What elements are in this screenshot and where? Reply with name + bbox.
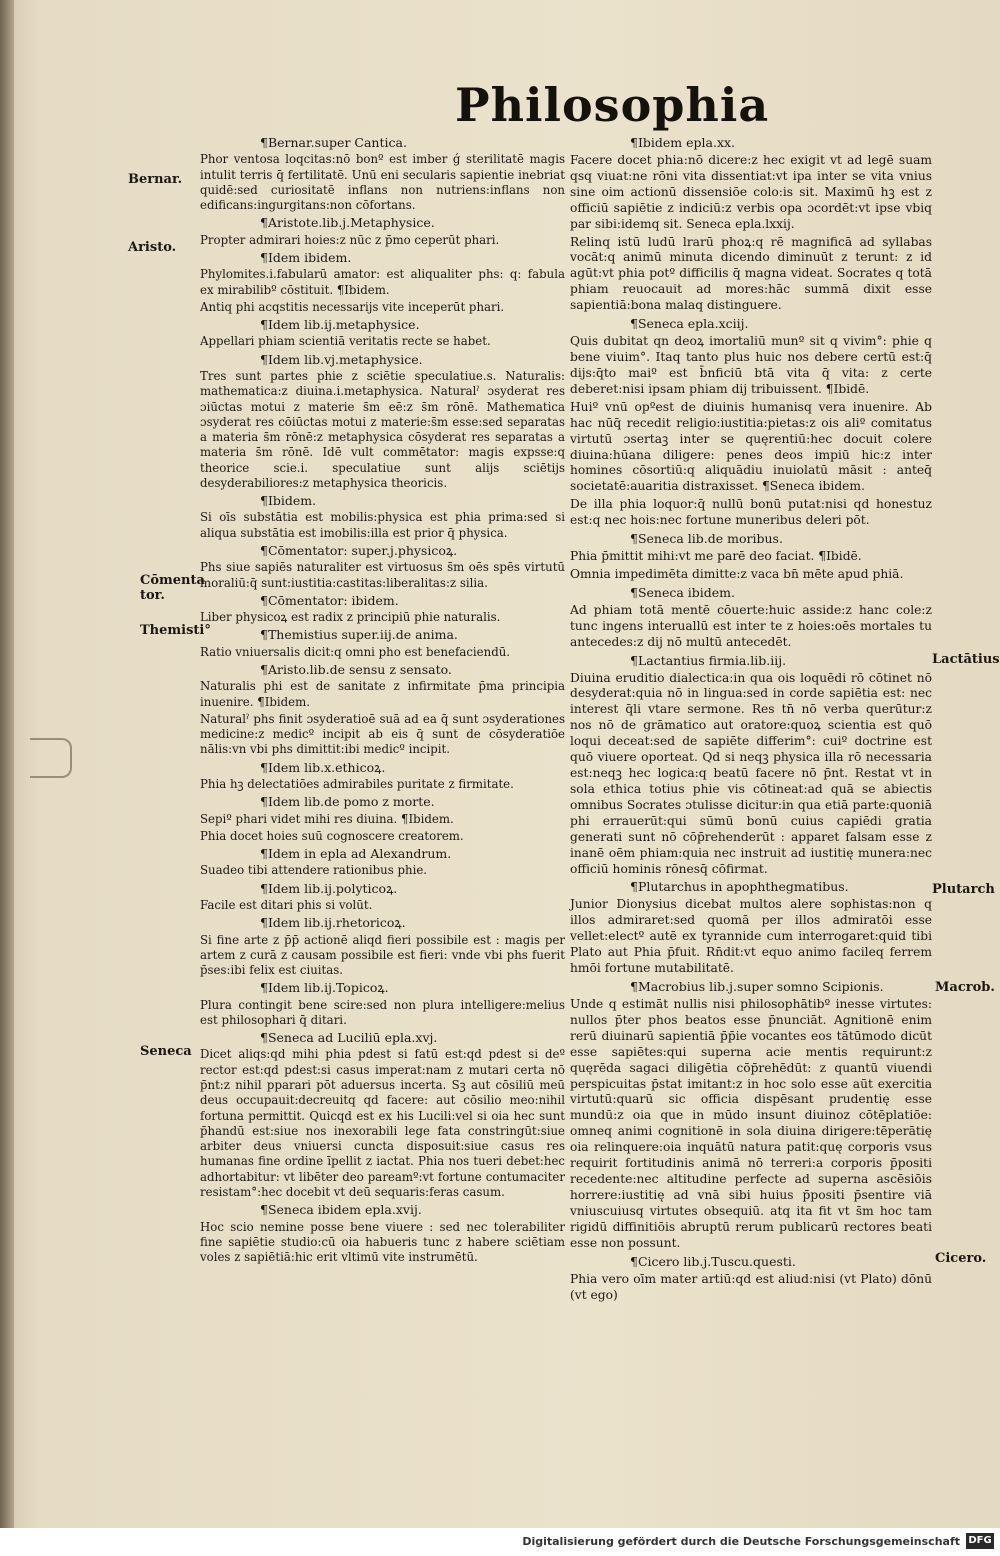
- quotation-paragraph: Relinq istū ludū lrarū phoꝝ:q rē magnificā ad syllabas vocāt:q animū minuta dicendo diminuūt z terunt: z id agūt:vt phia potº difficilis q̄ magna videat. Socrates q totā phiam reuocauit ad mores:hāc summā dixit esse sapientiā:bona malaq distinguere.: [570, 234, 932, 313]
- margin-note-plutarch: Plutarch: [932, 882, 995, 897]
- quotation-paragraph: De illa phia loquor:q̄ nullū bonū putat:nisi qd honestuz est:q nec hois:nec fortune muneribus deleri pōt.: [570, 497, 932, 528]
- margin-note-seneca: Seneca: [140, 1044, 192, 1059]
- source-heading: ¶Idem lib.ij.rhetoricoꝝ.: [260, 915, 406, 931]
- quotation-paragraph: Phylomites.i.fabularū amator: est aliqualiter phs: q: fabula ex mirabilibº cōstituit. ¶Ibidem.: [200, 267, 565, 297]
- quotation-paragraph: Plura contingit bene scire:sed non plura intelligere:melius est philosophari q̄ ditari.: [200, 997, 565, 1027]
- footer-bar: [0, 1528, 1000, 1556]
- quotation-paragraph: Facile est ditari phis si volūt.: [200, 897, 373, 912]
- quotation-paragraph: Si oīs substātia est mobilis:physica est phia prima:sed si aliqua substātia est imobilis:illa est prior q̄ physica.: [200, 510, 565, 540]
- binding-shadow: [0, 0, 14, 1528]
- source-heading: ¶Aristote.lib.j.Metaphysice.: [260, 215, 435, 231]
- source-heading: ¶Cicero lib.j.Tuscu.questi.: [630, 1253, 796, 1269]
- quotation-paragraph: Phor ventosa loqcitas:nō bonº est imber ǵ sterilitatē magis intulit terris q̄ fertilitatē. Unū eni secularis sapientie inebriat quidē:sed curiositatē inflans non nutriens:inflans non edificans:ingurgitans:non cōfortans.: [200, 152, 565, 213]
- quotation-paragraph: Phs siue sapiēs naturaliter est virtuosus s̄m oēs spēs virtutū moraliū:q̄ sunt:iustitia:castitas:liberalitas:z silia.: [200, 560, 565, 590]
- source-heading: ¶Themistius super.iij.de anima.: [260, 627, 458, 643]
- margin-note-aristo: Aristo.: [128, 240, 177, 255]
- quotation-paragraph: Suadeo tibi attendere rationibus phie.: [200, 863, 428, 878]
- quotation-paragraph: Antiq phi acqstitis necessarijs vite inceperūt phari.: [200, 299, 505, 314]
- quotation-paragraph: Naturalˀ phs finit ɔsyderatioē suā ad ea q̄ sunt ɔsyderationes medicine:z medicº incipit ab eis q̄ sunt de cōsyderatiōe nālis:vn vbi phs dimittit:ibi medicº incipit.: [200, 711, 565, 757]
- source-heading: ¶Idem lib.x.ethicoꝝ.: [260, 759, 386, 775]
- source-heading: ¶Seneca ad Luciliū epla.xvj.: [260, 1030, 438, 1046]
- margin-note-comentator: Cōmenta tor.: [140, 573, 205, 603]
- dfg-logo-icon: DFG: [966, 1533, 994, 1549]
- source-heading: ¶Bernar.super Cantica.: [260, 135, 407, 150]
- source-heading: ¶Idem lib.de pomo z morte.: [260, 794, 435, 810]
- source-heading: ¶Cōmentator: ibidem.: [260, 592, 399, 608]
- quotation-paragraph: Hoc scio nemine posse bene viuere : sed nec tolerabiliter fine sapiētie studio:cū oia habueris tunc z habere sciētiam voles z sapiētiā:hic erit vltimū vite instrumētū.: [200, 1219, 565, 1265]
- margin-note-cicero: Cicero.: [935, 1251, 987, 1266]
- quotation-paragraph: Ratio vniuersalis dicit:q omni pho est benefaciendū.: [200, 644, 511, 659]
- text-column-right: [570, 135, 932, 1305]
- funding-notice: Digitalisierung gefördert durch die Deutsche Forschungsgemeinschaft: [522, 1535, 960, 1548]
- margin-note-lactantius: Lactātius: [932, 652, 1000, 667]
- margin-note-bernar: Bernar.: [128, 172, 183, 187]
- source-heading: ¶Cōmentator: super.j.physicoꝝ.: [260, 543, 458, 559]
- quotation-paragraph: Diuina eruditio dialectica:in qua ois loquēdi rō cōtinet nō desyderat:quia nō in lingua:sed in corde sapiētia est: nec interest q̄li vtare sermone. Res tn̄ nō verba querūtur:z nos nō de grāmatico aut oratore:quoꝝ scientia est quō loqui deceat:sed de sapiēte differim°: cuiº doctrine est quō viuere oporteat. Qd si neqꝫ physica illa rō necessaria est:neqꝫ hec logica:q beatū facere nō p̄nt. Restat vt in sola ethica totius phie vis cōtineat:ad quā se abiectis omnibus Socrates ɔtulisse dicitur:in qua etiā parte:quoniā phi errauerūt:qui sūmū bonū cuius capiēdi gratia generati sunt nō cōp̄rehenderūt : apparet falsam esse z inanē oēm phiam:quia nec instruit ad iustitię munera:nec officiū hominis rōnesq̄ cōfirmat.: [570, 670, 932, 876]
- source-heading: ¶Seneca epla.xciij.: [630, 316, 749, 332]
- page-clip-mark: [30, 738, 72, 778]
- quotation-paragraph: Naturalis phi est de sanitate z infirmitate p̄ma principia inuenire. ¶Ibidem.: [200, 679, 565, 709]
- quotation-paragraph: Propter admirari hoies:z nūc z p̄mo ceperūt phari.: [200, 232, 500, 247]
- source-heading: ¶Ibidem.: [260, 493, 317, 509]
- source-heading: ¶Idem ibidem.: [260, 249, 352, 265]
- source-heading: ¶Idem in epla ad Alexandrum.: [260, 846, 452, 862]
- quotation-paragraph: Liber physicoꝝ est radix z principiū phie naturalis.: [200, 610, 501, 625]
- running-head: Philosophia: [455, 78, 770, 132]
- source-heading: ¶Idem lib.ij.polyticoꝝ.: [260, 880, 398, 896]
- quotation-paragraph: Huiº vnū opºest de diuinis humanisq vera inuenire. Ab hac nūq̄ recedit religio:iustitia:pietas:z ois aliº comitatus virtutū ɔsertaꝫ inter se quęrentiū:hec docuit colere diuina:hūana diligere: penes deos impiū hic:z inter homines cōsortiū:q aliquādiu inuiolatū māsit : anteq̄ societatē:auaritia distraxisset. ¶Seneca ibidem.: [570, 399, 932, 494]
- text-column-left: [200, 135, 565, 1267]
- source-heading: ¶Idem lib.ij.metaphysice.: [260, 317, 420, 333]
- quotation-paragraph: Tres sunt partes phie z sciētie speculatiue.s. Naturalis: mathematica:z diuina.i.metaphysica. Naturalˀ ɔsyderat res ɔiūctas motui z materie s̄m eē:z s̄m rōnē. Mathematica ɔsyderat res cōiūctas motui z materie:s̄m esse:sed separatas a materia s̄m rōnē:z metaphysica cōsyderat res separatas a materia s̄m rōnē. Idē vult commētator: magis expsse:q theorice scie.i. speculatiue sunt alijs sciētijs desyderabiliores:z metaphysica theoricis.: [200, 368, 565, 490]
- quotation-paragraph: Omnia impedimēta dimitte:z vaca bn̄ mēte apud phiā.: [570, 566, 904, 581]
- quotation-paragraph: Unde q estimāt nullis nisi philosophātibº inesse virtutes: nullos p̄ter phos beatos esse p̄nunciāt. Agnitionē enim rerū diuinarū sapientiā p̄p̄ie vocantes eos tātūmodo dicūt esse sapiētes:qui superna acie mentis requirunt:z quęrēda sagaci diligētia cōp̄rehēdūt: z quantū viuendi perspicuitas p̄stat imitant:z in hoc solo esse aūt exercitia virtutū:quarū sic officia dispēsant prudentię esse mundū:z oia que in mūdo insunt diuinoz cōtēplatiōe: omneq animi cognitionē in sola diuina dirigere:tēperātię oia relinquere:oia inquātū natura patit:quę corporis vsus requirit fortitudinis animā nō terreri:a corporis p̄positi recedente:nec altitudine perfecte ad superna ascēsiōis horrere:iustitię ad vnā sibi huius p̄positi p̄sentire viā vniuscuiusq virtutes obsequiū. atq ita fit vt s̄m hoc tam rigidū diffinitiōis abruptū rerum publicarū rectores beati esse non possunt.: [570, 996, 932, 1250]
- source-heading: ¶Seneca ibidem epla.xvij.: [260, 1202, 422, 1218]
- source-heading: ¶Seneca ibidem.: [630, 584, 736, 600]
- source-heading: ¶Ibidem epla.xx.: [630, 135, 736, 150]
- quotation-paragraph: Phia p̄mittit mihi:vt me parē deo faciat. ¶Ibidē.: [570, 549, 862, 564]
- source-heading: ¶Seneca lib.de moribus.: [630, 531, 783, 547]
- quotation-paragraph: Facere docet phia:nō dicere:z hec exigit vt ad legē suam qsq viuat:ne rōni vita dissentiat:vt ipa inter se vita vnius sine oim actionū dissensiōe colo:is sit. Maximū hꝫ est z officiū sapiētie z indiciū:z verbis opa ɔcordēt:vt ipse vbiq par sibi:idemq sit. Seneca epla.lxxij.: [570, 152, 932, 231]
- margin-note-themistius: Themisti°: [140, 623, 211, 638]
- quotation-paragraph: Quis dubitat qn deoꝝ imortaliū munº sit q vivim°: phie q bene viuim°. Itaq tanto plus huic nos debere certū est:q̄ dijs:q̄to maiº est b̄nficiū btā vita q̄ vita: z certe deberet:nisi ipsam phiam dij tribuissent. ¶Ibidē.: [570, 334, 932, 396]
- margin-note-macrob: Macrob.: [935, 980, 995, 995]
- source-heading: ¶Aristo.lib.de sensu z sensato.: [260, 662, 452, 677]
- quotation-paragraph: Sepiº phari videt mihi res diuina. ¶Ibidem.: [200, 811, 454, 826]
- quotation-paragraph: Si fine arte z p̄p̄ actionē aliqd fieri possibile est : magis per artem z curā z causam possibile est fieri: vnde vbi phs fuerit p̄ses:ibi felix est ciuitas.: [200, 932, 565, 978]
- source-heading: ¶Plutarchus in apophthegmatibus.: [630, 879, 849, 895]
- source-heading: ¶Macrobius lib.j.super somno Scipionis.: [630, 979, 884, 995]
- quotation-paragraph: Ad phiam totā mentē cōuerte:huic asside:z hanc cole:z tunc ingens interuallū est inter te z hoies:oēs mortales tu antecedes:z dij nō multū antecedēt.: [570, 602, 932, 649]
- quotation-paragraph: Appellari phiam scientiā veritatis recte se habet.: [200, 334, 491, 349]
- quotation-paragraph: Junior Dionysius dicebat multos alere sophistas:non q illos admiraret:sed quomā per illos admiratōi esse vellet:electº autē ex tyrannide cum interrogaret:quid tibi Plato aut Phia p̄fuit. Rn̄dit:vt equo animo facileq ferrem hmōi fortune mutabilitatē.: [570, 897, 932, 976]
- quotation-paragraph: Phia hꝫ delectatiōes admirabiles puritate z firmitate.: [200, 776, 514, 791]
- quotation-paragraph: Dicet aliqs:qd mihi phia pdest si fatū est:qd pdest si deº rector est:qd pdest:si casus imperat:nam z mutari certa nō p̄nt:z nihil pparari pōt aduersus incerta. Sꝫ aut cōsiliū meū deus occupauit:decreuitq qd facere: aut cōsilio meo:nihil fortuna permittit. Quicqd est ex his Lucili:vel si oia hec sunt p̄handū est:siue nos inexorabili lege fata constringūt:siue arbiter deus vniuersi cuncta disposuit:siue casus res humanas fine ordine īpellit z iactat. Phia nos tueri debet:hec adhortabitur: vt libēter deo pareamº:vt fortune contumaciter resistam°:hec docebit vt deū sequaris:feras casum.: [200, 1047, 565, 1199]
- quotation-paragraph: Phia vero oīm mater artiū:qd est aliud:nisi (vt Plato) dōnū (vt ego): [570, 1271, 932, 1302]
- source-heading: ¶Idem lib.ij.Topicoꝝ.: [260, 980, 389, 996]
- source-heading: ¶Idem lib.vj.metaphysice.: [260, 351, 423, 367]
- source-heading: ¶Lactantius firmia.lib.iij.: [630, 652, 787, 668]
- quotation-paragraph: Phia docet hoies suū cognoscere creatorem.: [200, 828, 464, 843]
